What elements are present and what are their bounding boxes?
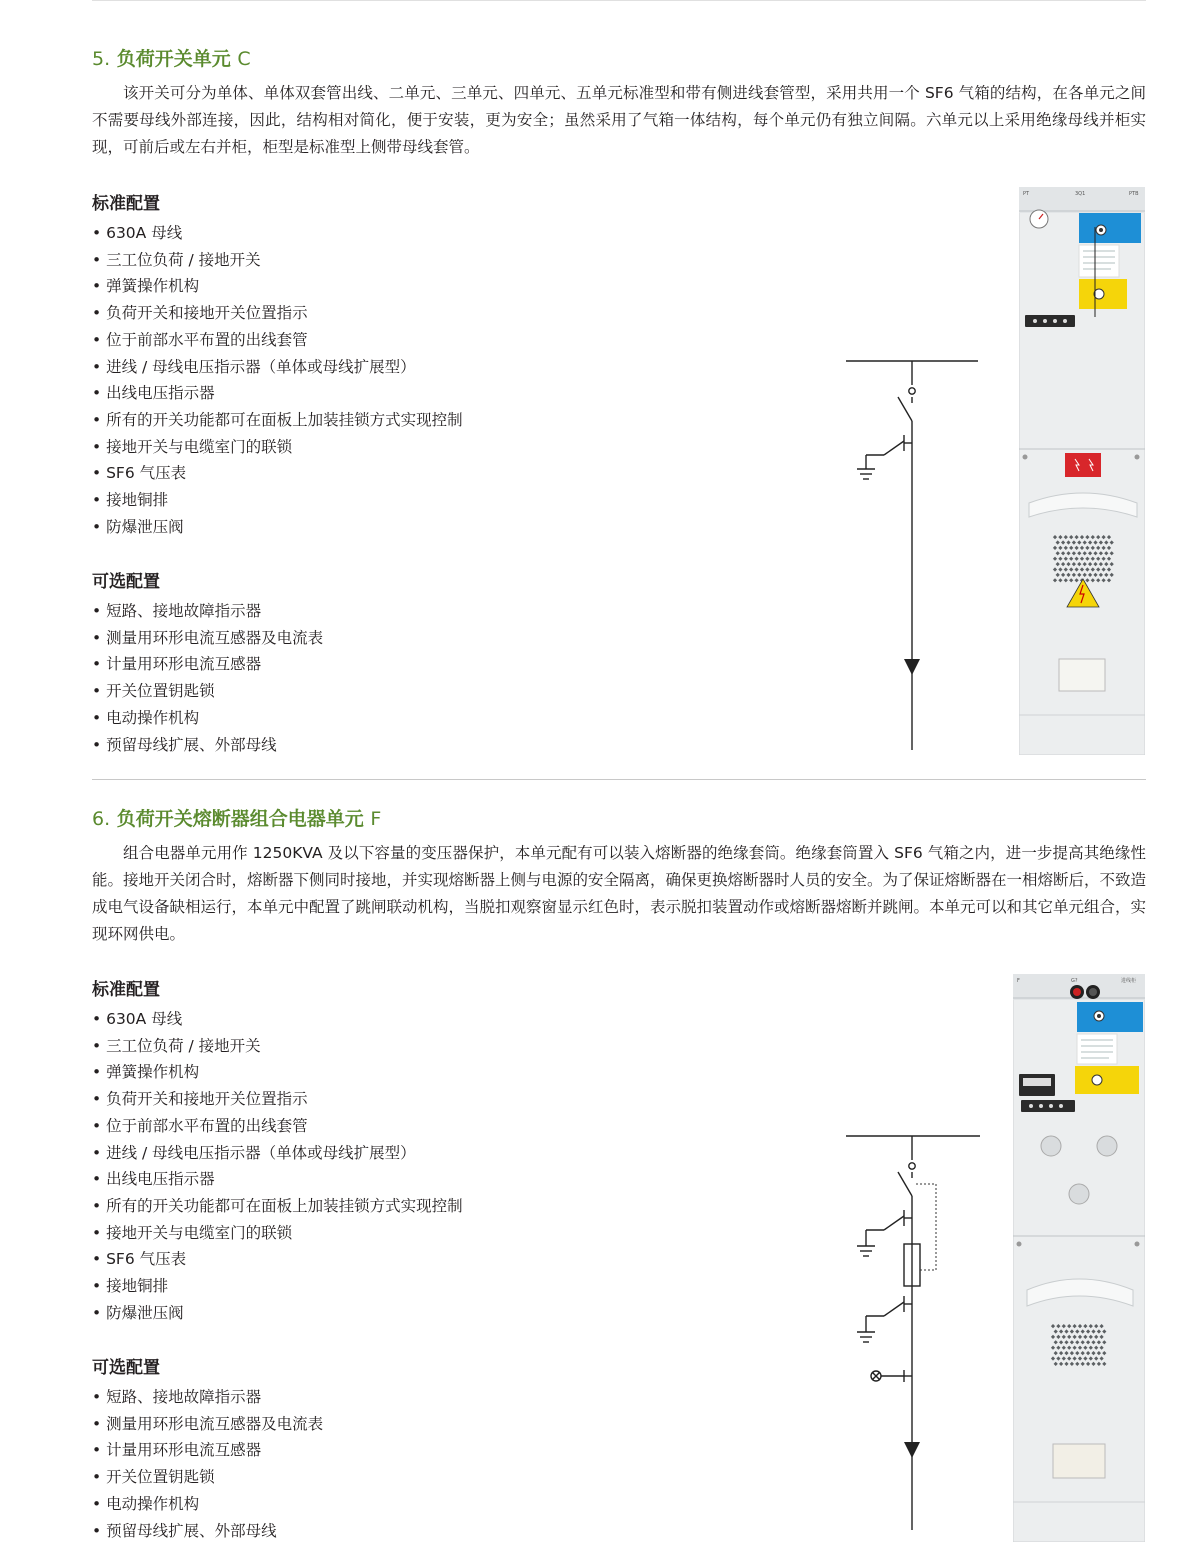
optional-config-list	[92, 1384, 592, 1544]
section-title	[92, 46, 1146, 72]
list-item: • 630A 母线	[92, 220, 592, 247]
danger-sign	[1065, 453, 1101, 477]
list-item: • SF6 气压表	[92, 1246, 592, 1273]
list-item: • 接地开关与电缆室门的联锁	[92, 1220, 592, 1247]
top-divider	[92, 0, 1146, 1]
list-item: • 所有的开关功能都可在面板上加装挂锁方式实现控制	[92, 407, 592, 434]
nameplate	[1059, 659, 1105, 691]
list-item: • 计量用环形电流互感器	[92, 651, 592, 678]
cabinet-image-c	[1019, 187, 1145, 755]
list-item: • 开关位置钥匙锁	[92, 678, 592, 705]
list-item: • 三工位负荷 / 接地开关	[92, 1033, 592, 1060]
optional-config-list	[92, 598, 592, 758]
list-item: • 短路、接地故障指示器	[92, 598, 592, 625]
list-item: • 所有的开关功能都可在面板上加装挂锁方式实现控制	[92, 1193, 592, 1220]
section-fuse-combination-f	[92, 806, 1146, 948]
section-intro: 组合电器单元用作 1250KVA 及以下容量的变压器保护，本单元配有可以装入熔断器的绝缘套筒。绝缘套筒置入 SF6 气箱之内，进一步提高其绝缘性能。接地开关闭合时，熔断器下侧同时接地，并实现熔断器上侧与电源的安全隔离，确保更换熔断器时人员的安全。为了保证熔断器在一相熔断后，不致造成电气设备缺相运行，本单元中配置了跳闸联动机构，当脱扣观察窗显示红色时，表示脱扣装置动作或熔断器熔断并跳闸。本单元可以和其它单元组合，实现环网供电。	[92, 844, 1147, 943]
list-item: • 出线电压指示器	[92, 380, 592, 407]
single-line-diagram-c	[840, 355, 985, 755]
section-title	[92, 806, 1146, 832]
section-number: 6.	[92, 808, 111, 830]
yellow-earth-panel	[1075, 1066, 1139, 1094]
list-item: • 预留母线扩展、外部母线	[92, 732, 592, 759]
section-code: C	[237, 48, 251, 70]
section-load-switch-c	[92, 46, 1146, 161]
list-item: • 三工位负荷 / 接地开关	[92, 247, 592, 274]
optional-config-title: 可选配置	[92, 1358, 160, 1378]
cabinet-label-mid: 3Q1	[1075, 191, 1086, 197]
list-item: • 位于前部水平布置的出线套管	[92, 327, 592, 354]
list-item: • 接地铜排	[92, 1273, 592, 1300]
list-item: • 负荷开关和接地开关位置指示	[92, 1086, 592, 1113]
list-item: • 测量用环形电流互感器及电流表	[92, 625, 592, 652]
list-item: • 电动操作机构	[92, 1491, 592, 1518]
optional-config-title: 可选配置	[92, 572, 160, 592]
voltage-indicator	[1025, 315, 1075, 327]
list-item: • 接地开关与电缆室门的联锁	[92, 434, 592, 461]
single-line-diagram-f	[840, 1130, 985, 1542]
list-item: • 计量用环形电流互感器	[92, 1437, 592, 1464]
blue-operation-panel	[1079, 213, 1141, 243]
blue-operation-panel	[1077, 1002, 1143, 1032]
list-item: • 630A 母线	[92, 1006, 592, 1033]
standard-config-c	[92, 192, 592, 540]
list-item: • 出线电压指示器	[92, 1166, 592, 1193]
earth-switch-blade	[884, 441, 904, 455]
standard-config-f	[92, 978, 592, 1326]
list-item: • 开关位置钥匙锁	[92, 1464, 592, 1491]
load-switch-blade	[898, 397, 912, 421]
standard-config-list	[92, 220, 592, 540]
list-item: • 弹簧操作机构	[92, 273, 592, 300]
cabinet-label-left: PT	[1023, 191, 1030, 197]
section-number: 5.	[92, 48, 111, 70]
list-item: • 进线 / 母线电压指示器（单体或母线扩展型）	[92, 1140, 592, 1167]
section-name: 负荷开关熔断器组合电器单元	[116, 808, 364, 830]
standard-config-title: 标准配置	[92, 194, 160, 214]
list-item: • 短路、接地故障指示器	[92, 1384, 592, 1411]
isolator-contact-icon	[909, 1163, 915, 1169]
cabinet-label-right: 进线柜	[1121, 978, 1137, 984]
standard-config-title: 标准配置	[92, 980, 160, 1000]
standard-config-list	[92, 1006, 592, 1326]
list-item: • 位于前部水平布置的出线套管	[92, 1113, 592, 1140]
cabinet-label-left: F	[1017, 978, 1020, 984]
cabinet-label-mid: G?	[1071, 978, 1078, 984]
section-code: F	[370, 808, 382, 830]
isolator-contact-icon	[909, 388, 915, 394]
list-item: • 预留母线扩展、外部母线	[92, 1518, 592, 1545]
optional-config-f	[92, 1356, 592, 1544]
fuse-cap-icon	[1041, 1136, 1061, 1156]
list-item: • 电动操作机构	[92, 705, 592, 732]
cable-arrow-icon	[904, 1442, 920, 1458]
optional-config-c	[92, 570, 592, 758]
cable-arrow-icon	[904, 659, 920, 675]
section-name: 负荷开关单元	[116, 48, 231, 70]
list-item: • 测量用环形电流互感器及电流表	[92, 1411, 592, 1438]
cabinet-image-f	[1013, 974, 1145, 1542]
list-item: • 接地铜排	[92, 487, 592, 514]
list-item: • 进线 / 母线电压指示器（单体或母线扩展型）	[92, 354, 592, 381]
section-intro: 该开关可分为单体、单体双套管出线、二单元、三单元、四单元、五单元标准型和带有侧进线套管型，采用共用一个 SF6 气箱的结构，在各单元之间不需要母线外部连接，因此，结构相对简化，便于安装，更为安全；虽然采用了气箱一体结构，每个单元仍有独立间隔。六单元以上采用绝缘母线并柜实现，可前后或左右并柜，柜型是标准型上侧带母线套管。	[92, 84, 1146, 156]
list-item: • SF6 气压表	[92, 460, 592, 487]
fuse-cap-icon	[1069, 1184, 1089, 1204]
list-item: • 防爆泄压阀	[92, 1300, 592, 1327]
fuse-cap-icon	[1097, 1136, 1117, 1156]
cabinet-label-right: PTB	[1129, 191, 1139, 197]
load-switch-blade	[898, 1172, 912, 1196]
list-item: • 防爆泄压阀	[92, 514, 592, 541]
section-divider	[92, 779, 1146, 780]
list-item: • 负荷开关和接地开关位置指示	[92, 300, 592, 327]
nameplate	[1053, 1444, 1105, 1478]
list-item: • 弹簧操作机构	[92, 1059, 592, 1086]
